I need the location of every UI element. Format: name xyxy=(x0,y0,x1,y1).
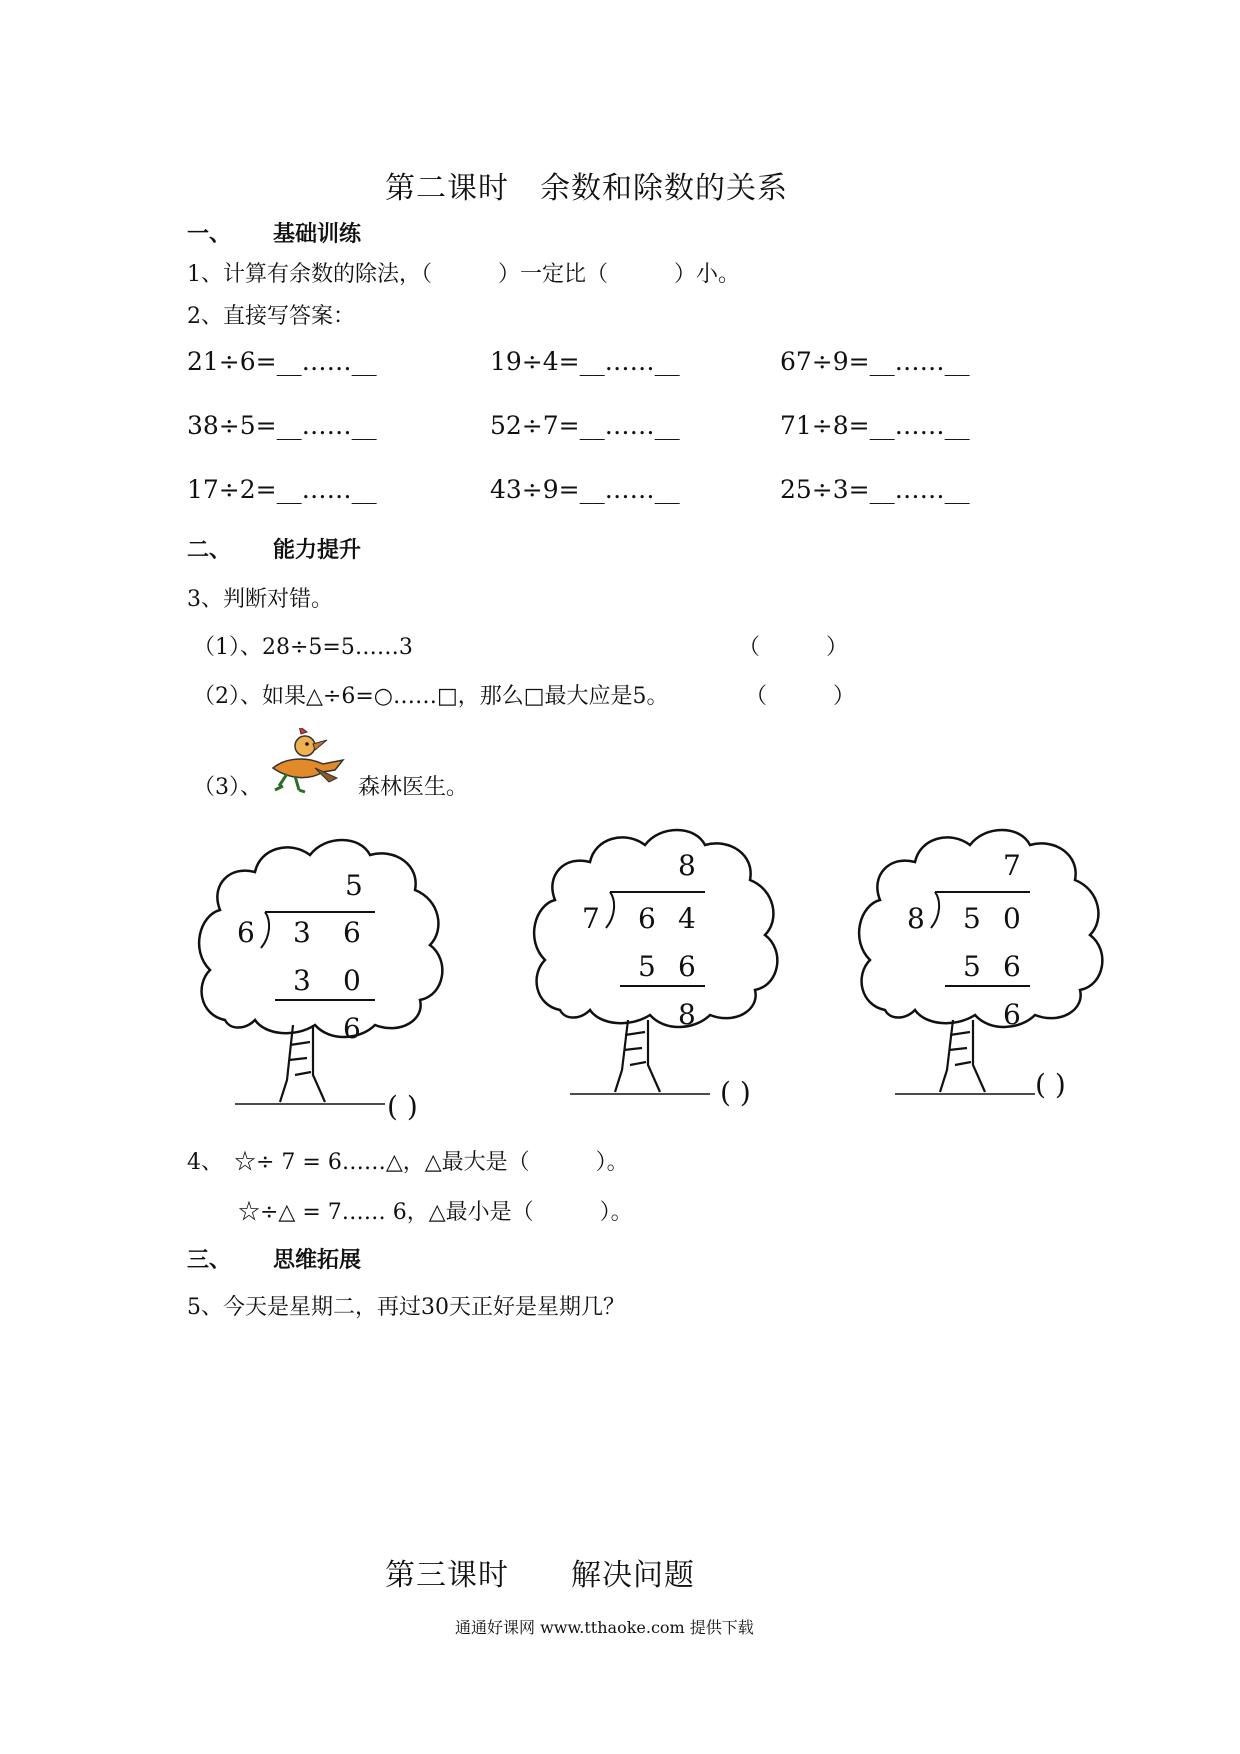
divisor: 6 xyxy=(237,916,255,949)
division-tree-3 xyxy=(855,820,1120,1120)
tree-trunk xyxy=(940,1020,985,1092)
question-3-2: （2）、如果△÷6=○……□，那么□最大应是5。 xyxy=(193,684,669,709)
dividend-digit: 4 xyxy=(678,902,696,935)
quotient: 8 xyxy=(678,849,696,882)
equation: 21÷6=__……__ xyxy=(187,347,377,376)
answer-paren: （ ） xyxy=(738,635,849,660)
equation: 19÷4=__……__ xyxy=(490,347,680,376)
remainder: 6 xyxy=(1003,998,1021,1031)
answer-paren: ( ) xyxy=(387,1090,418,1123)
page-title: 第二课时 余数和除数的关系 xyxy=(385,171,788,206)
question-1: 1、计算有余数的除法，（ ）一定比（ ）小。 xyxy=(187,262,740,287)
divisor: 8 xyxy=(907,902,925,935)
product-digit: 6 xyxy=(1003,950,1021,983)
next-lesson-title: 第三课时 解决问题 xyxy=(385,1558,695,1593)
footer-text: 通通好课网 www.tthaoke.com 提供下载 xyxy=(455,1618,754,1637)
product-digit: 3 xyxy=(293,964,311,997)
section-2-number: 二、 xyxy=(187,537,232,563)
division-tree-2 xyxy=(530,820,795,1120)
answer-paren: ( ) xyxy=(1035,1068,1066,1101)
product-digit: 6 xyxy=(678,950,696,983)
tree-crown xyxy=(199,840,442,1037)
equation: 52÷7=__……__ xyxy=(490,411,680,440)
section-3-label: 思维拓展 xyxy=(273,1247,362,1273)
tree-trunk xyxy=(280,1025,325,1102)
quotient: 7 xyxy=(1003,849,1021,882)
product-digit: 0 xyxy=(343,964,361,997)
division-tree-1 xyxy=(195,820,460,1123)
remainder: 8 xyxy=(678,998,696,1031)
equation: 17÷2=__……__ xyxy=(187,475,377,504)
dividend-digit: 0 xyxy=(1003,902,1021,935)
question-3-3-text: 森林医生。 xyxy=(358,775,469,800)
equation: 43÷9=__……__ xyxy=(490,475,680,504)
question-5: 5、今天是星期二，再过30天正好是星期几？ xyxy=(187,1295,625,1320)
section-3-number: 三、 xyxy=(187,1247,232,1273)
equation: 25÷3=__……__ xyxy=(780,475,970,504)
question-4-line-2: ☆÷△ = 7…… 6，△最小是（ ）。 xyxy=(238,1200,633,1225)
answer-paren: ( ) xyxy=(720,1076,751,1109)
quotient: 5 xyxy=(345,869,363,902)
question-3: 3、判断对错。 xyxy=(187,587,333,612)
dividend-digit: 3 xyxy=(293,916,311,949)
tree-trunk xyxy=(615,1020,660,1092)
question-3-3-label: （3）、 xyxy=(193,775,262,800)
answer-paren: （ ） xyxy=(745,684,856,709)
dividend-digit: 6 xyxy=(638,902,656,935)
product-digit: 5 xyxy=(963,950,981,983)
question-3-1: （1）、28÷5=5……3 xyxy=(193,635,413,660)
product-digit: 5 xyxy=(638,950,656,983)
woodpecker-icon xyxy=(265,728,355,798)
equation: 67÷9=__……__ xyxy=(780,347,970,376)
equation: 38÷5=__……__ xyxy=(187,411,377,440)
section-2-label: 能力提升 xyxy=(273,537,362,563)
question-2: 2、直接写答案： xyxy=(187,304,355,329)
dividend-digit: 6 xyxy=(343,916,361,949)
question-4-line-1: 4、 ☆÷ 7 = 6……△，△最大是（ ）。 xyxy=(187,1150,629,1175)
remainder: 6 xyxy=(343,1012,361,1045)
section-1-number: 一、 xyxy=(187,221,232,247)
dividend-digit: 5 xyxy=(963,902,981,935)
section-1-label: 基础训练 xyxy=(273,221,362,247)
divisor: 7 xyxy=(582,902,600,935)
equation: 71÷8=__……__ xyxy=(780,411,970,440)
